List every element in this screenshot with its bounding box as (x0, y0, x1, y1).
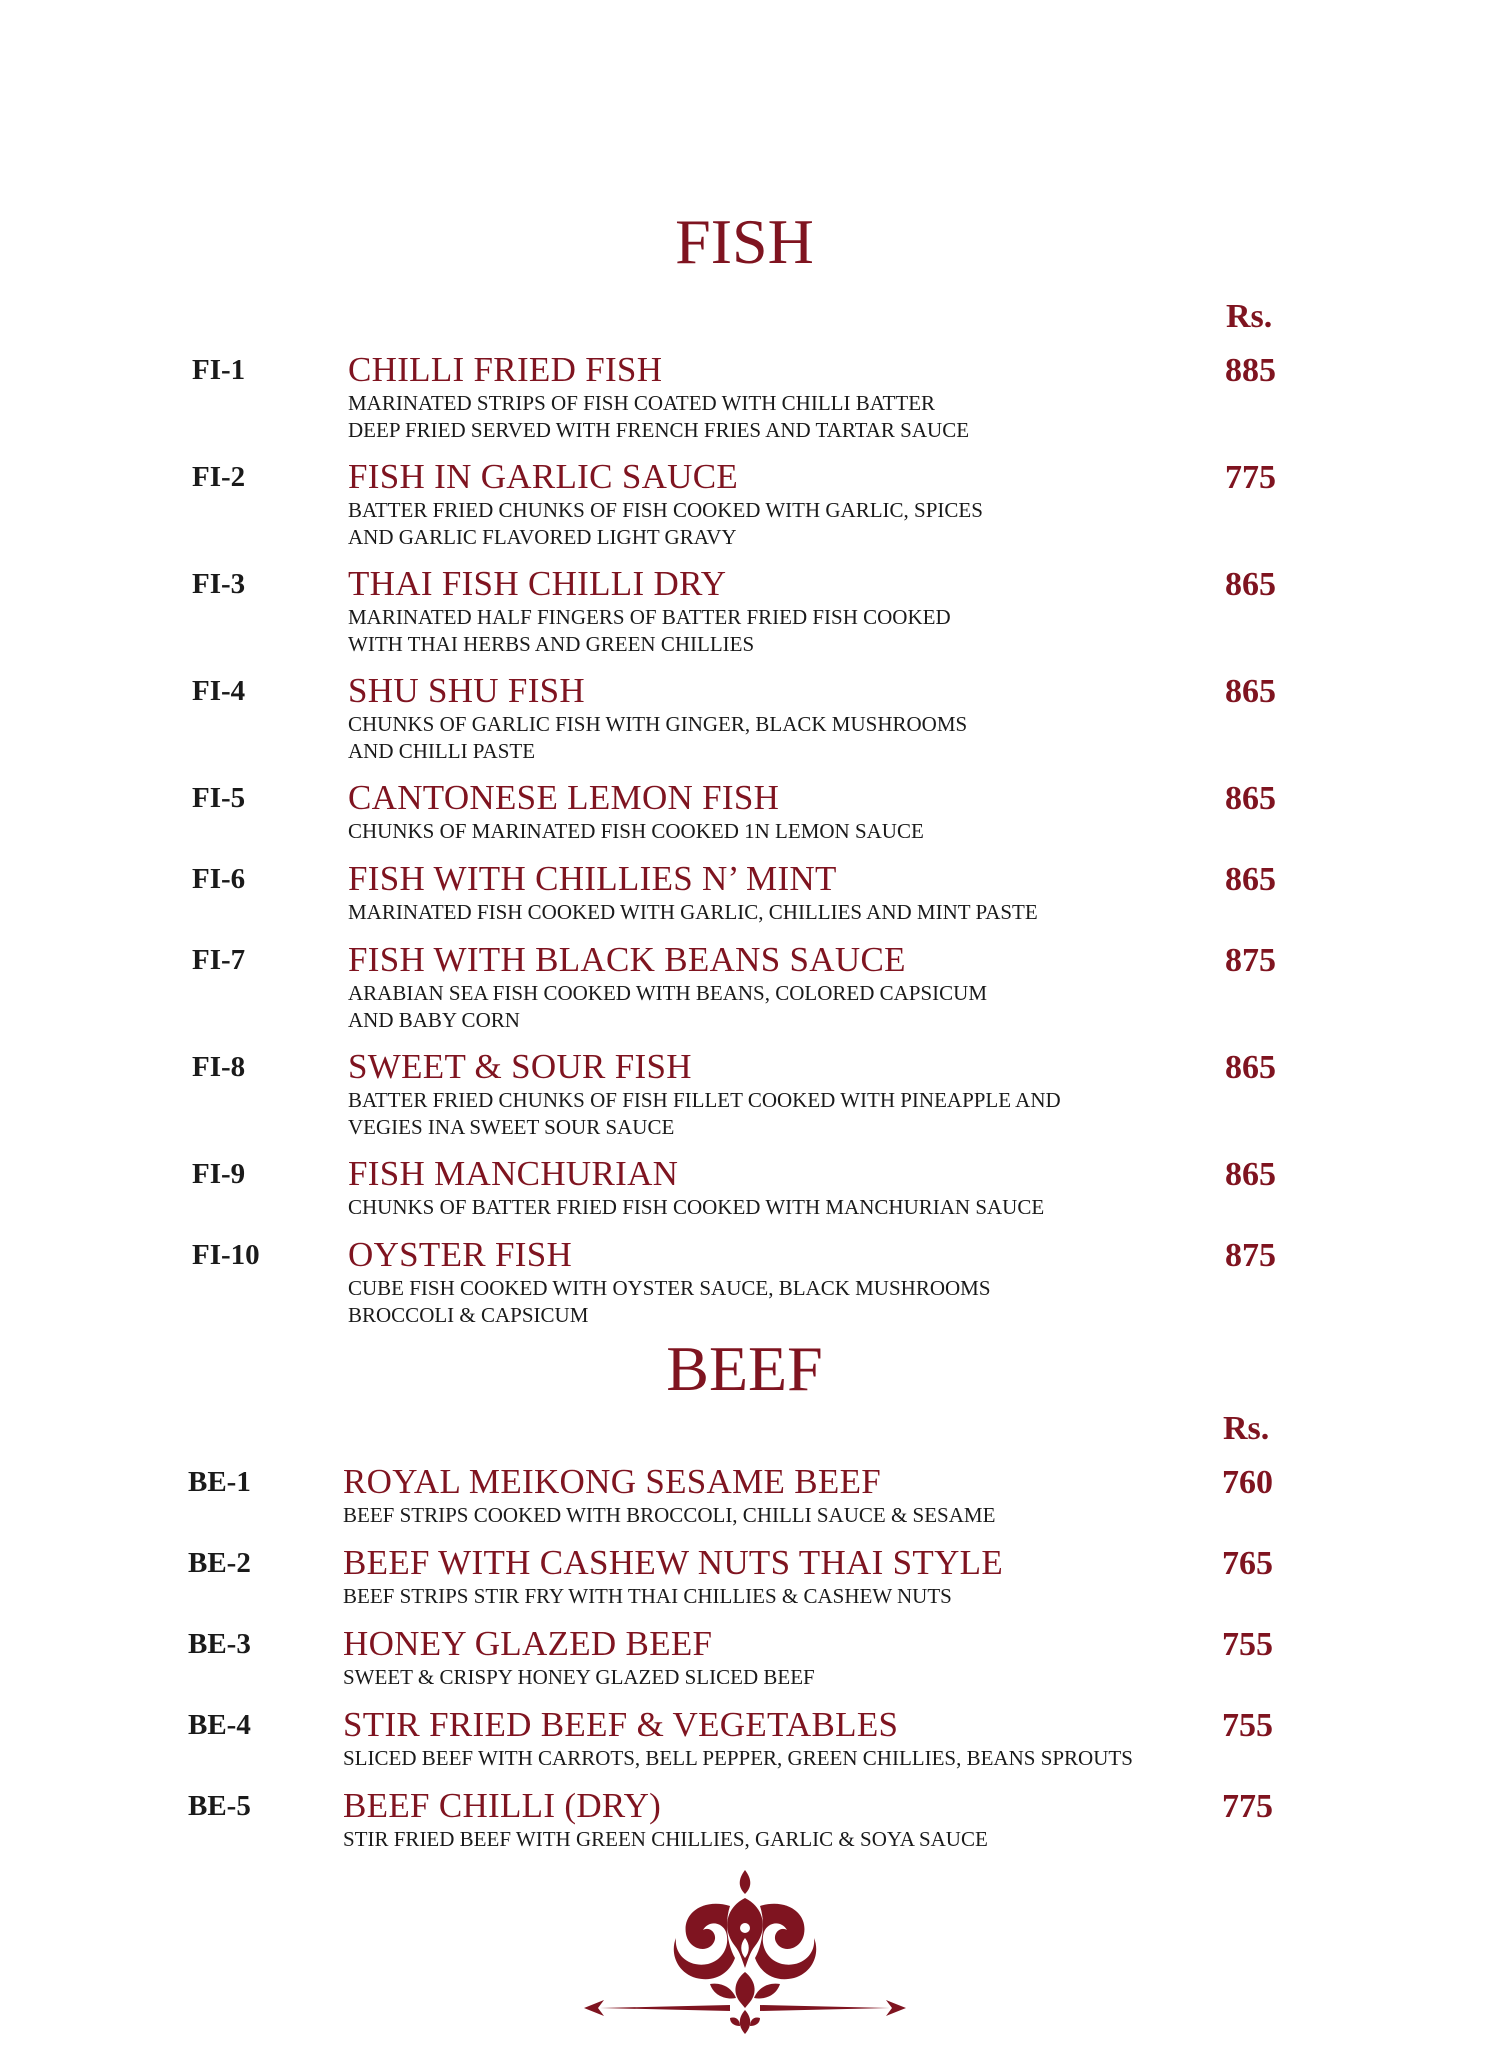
item-description (348, 1275, 991, 1329)
item-description (348, 604, 951, 658)
item-code: FI-2 (192, 461, 246, 493)
description-line: WITH THAI HERBS AND GREEN CHILLIES (348, 632, 755, 656)
item-name: THAI FISH CHILLI DRY (348, 564, 727, 603)
description-line: VEGIES INA SWEET SOUR SAUCE (348, 1115, 675, 1139)
item-price: 755 (1222, 1626, 1273, 1663)
item-name: FISH IN GARLIC SAUCE (348, 457, 739, 496)
item-description (343, 1826, 988, 1853)
item-description (343, 1664, 815, 1691)
description-line: BATTER FRIED CHUNKS OF FISH COOKED WITH GARLIC, SPICES (348, 498, 983, 522)
item-name: BEEF WITH CASHEW NUTS THAI STYLE (343, 1543, 1004, 1582)
item-price: 865 (1225, 1049, 1276, 1086)
item-description (348, 497, 983, 551)
description-line: ARABIAN SEA FISH COOKED WITH BEANS, COLORED CAPSICUM (348, 981, 988, 1005)
item-price: 875 (1225, 942, 1276, 979)
item-code: FI-5 (192, 782, 246, 814)
item-name: STIR FRIED BEEF & VEGETABLES (343, 1705, 899, 1744)
item-name: CHILLI FRIED FISH (348, 350, 663, 389)
item-price: 760 (1222, 1464, 1273, 1501)
item-price: 775 (1225, 459, 1276, 496)
item-code: BE-5 (188, 1790, 251, 1822)
item-price: 775 (1222, 1788, 1273, 1825)
fish-currency-label: Rs. (1226, 298, 1273, 335)
description-line: CHUNKS OF GARLIC FISH WITH GINGER, BLACK MUSHROOMS (348, 712, 968, 736)
item-price: 755 (1222, 1707, 1273, 1744)
description-line: CHUNKS OF MARINATED FISH COOKED 1N LEMON SAUCE (348, 819, 924, 843)
item-code: FI-4 (192, 675, 246, 707)
item-code: FI-6 (192, 863, 246, 895)
item-code: BE-1 (188, 1466, 251, 1498)
item-description (348, 899, 1038, 926)
item-code: FI-9 (192, 1158, 246, 1190)
item-code: FI-7 (192, 944, 246, 976)
fish-section-title: FISH (675, 206, 814, 277)
item-code: FI-10 (192, 1239, 260, 1271)
description-line: MARINATED HALF FINGERS OF BATTER FRIED FISH COOKED (348, 605, 951, 629)
item-description (348, 1194, 1044, 1221)
item-name: HONEY GLAZED BEEF (343, 1624, 713, 1663)
item-description (348, 818, 924, 845)
item-description (348, 1087, 1061, 1141)
description-line: CHUNKS OF BATTER FRIED FISH COOKED WITH MANCHURIAN SAUCE (348, 1195, 1045, 1219)
item-price: 865 (1225, 780, 1276, 817)
description-line: AND BABY CORN (348, 1008, 520, 1032)
item-name: SHU SHU FISH (348, 671, 585, 710)
beef-currency-label: Rs. (1223, 1410, 1270, 1447)
description-line: MARINATED FISH COOKED WITH GARLIC, CHILLIES AND MINT PASTE (348, 900, 1038, 924)
item-name: BEEF CHILLI (DRY) (343, 1786, 662, 1825)
description-line: SWEET & CRISPY HONEY GLAZED SLICED BEEF (343, 1665, 815, 1689)
item-code: BE-2 (188, 1547, 251, 1579)
description-line: STIR FRIED BEEF WITH GREEN CHILLIES, GARLIC & SOYA SAUCE (343, 1827, 988, 1851)
item-name: FISH WITH CHILLIES N’ MINT (348, 859, 837, 898)
beef-section-title: BEEF (666, 1333, 823, 1404)
item-price: 865 (1225, 566, 1276, 603)
item-name: OYSTER FISH (348, 1235, 573, 1274)
item-code: BE-4 (188, 1709, 251, 1741)
item-price: 885 (1225, 352, 1276, 389)
item-price: 765 (1222, 1545, 1273, 1582)
item-code: FI-3 (192, 568, 246, 600)
description-line: BEEF STRIPS STIR FRY WITH THAI CHILLIES & CASHEW NUTS (343, 1584, 952, 1608)
description-line: MARINATED STRIPS OF FISH COATED WITH CHILLI BATTER (348, 391, 936, 415)
damask-flourish-icon (580, 1868, 910, 2038)
item-code: FI-8 (192, 1051, 246, 1083)
item-description (348, 711, 967, 765)
description-line: BATTER FRIED CHUNKS OF FISH FILLET COOKED WITH PINEAPPLE AND (348, 1088, 1061, 1112)
item-name: FISH MANCHURIAN (348, 1154, 679, 1193)
description-line: BEEF STRIPS COOKED WITH BROCCOLI, CHILLI SAUCE & SESAME (343, 1503, 996, 1527)
item-description (343, 1745, 1133, 1772)
description-line: SLICED BEEF WITH CARROTS, BELL PEPPER, GREEN CHILLIES, BEANS SPROUTS (343, 1746, 1133, 1770)
item-name: ROYAL MEIKONG SESAME BEEF (343, 1462, 882, 1501)
item-description (348, 980, 987, 1034)
description-line: AND GARLIC FLAVORED LIGHT GRAVY (348, 525, 737, 549)
item-price: 875 (1225, 1237, 1276, 1274)
item-description (348, 390, 969, 444)
description-line: CUBE FISH COOKED WITH OYSTER SAUCE, BLACK MUSHROOMS (348, 1276, 991, 1300)
item-code: FI-1 (192, 354, 246, 386)
item-price: 865 (1225, 1156, 1276, 1193)
description-line: AND CHILLI PASTE (348, 739, 536, 763)
item-description (343, 1583, 952, 1610)
item-name: SWEET & SOUR FISH (348, 1047, 692, 1086)
item-name: FISH WITH BLACK BEANS SAUCE (348, 940, 906, 979)
item-name: CANTONESE LEMON FISH (348, 778, 780, 817)
item-description (343, 1502, 995, 1529)
item-code: BE-3 (188, 1628, 251, 1660)
description-line: BROCCOLI & CAPSICUM (348, 1303, 589, 1327)
item-price: 865 (1225, 673, 1276, 710)
description-line: DEEP FRIED SERVED WITH FRENCH FRIES AND TARTAR SAUCE (348, 418, 970, 442)
item-price: 865 (1225, 861, 1276, 898)
